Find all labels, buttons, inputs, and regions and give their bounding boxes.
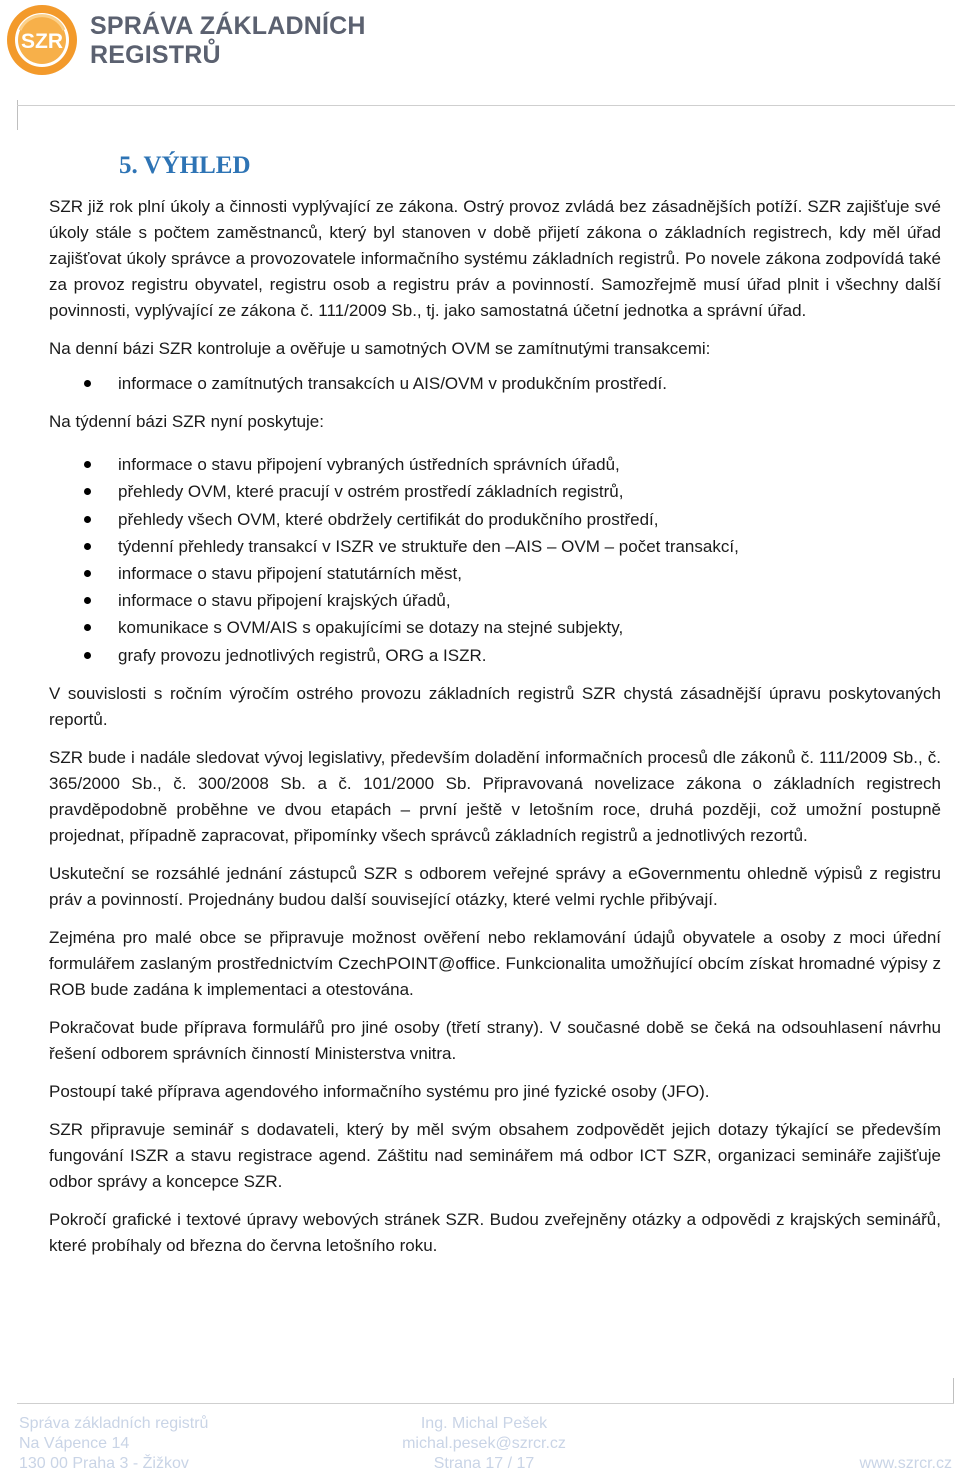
list-item: informace o zamítnutých transakcích u AIS/OVM v produkčním prostředí. xyxy=(49,370,941,397)
list-item: komunikace s OVM/AIS s opakujícími se dotazy na stejné subjekty, xyxy=(49,614,941,641)
paragraph-reports: V souvislosti s ročním výročím ostrého provozu základních registrů SZR chystá zásadnější úpravu poskytovaných reportů. xyxy=(49,683,941,729)
list-item: informace o stavu připojení statutárních měst, xyxy=(49,560,941,587)
footer-web-link[interactable]: www.szrcr.cz xyxy=(859,1455,952,1472)
paragraph-intro: SZR již rok plní úkoly a činnosti vyplývající ze zákona. Ostrý provoz zvládá bez zásadnějších potíží. SZR zajišťuje své úkoly stále s počtem zaměstnanců, který byl stanoven v době přijetí zákona o základních registrech, kdy měl úřad zajišťovat úkoly správce a provozovatele informačního systému základních registrů. Po novele zákona zodpovídá také za provoz registru obyvatel, registru osob a registru práv a povinností. Samozřejmě musí úřad plnit i všechny další povinnosti, vyplývající ze zákona č. 111/2009 Sb., tj. jako samostatná účetní jednotka a správní úřad. xyxy=(49,197,941,320)
org-name xyxy=(90,12,366,70)
list-item: týdenní přehledy transakcí v ISZR ve struktuře den –AIS – OVM – počet transakcí, xyxy=(49,533,941,560)
footer-page-number: Strana 17 / 17 xyxy=(433,1455,535,1472)
header-divider xyxy=(17,105,955,106)
paragraph-weekly: Na týdenní bázi SZR nyní poskytuje: xyxy=(49,412,324,432)
paragraph-small-municipalities: Zejména pro malé obce se připravuje možnost ověření nebo reklamování údajů obyvatele a osoby z moci úřední formulářem zaslaným prostřednictvím CzechPOINT@office. Funkcionalita umožňující obcím získat hromadné výpisy z ROB bude zadána k implementaci a otestována. xyxy=(49,927,941,999)
list-item: informace o stavu připojení vybraných ústředních správních úřadů, xyxy=(49,451,941,478)
footer-org: Správa základních registrů xyxy=(19,1415,209,1432)
bullet-icon xyxy=(84,624,91,631)
szr-logo-icon xyxy=(6,4,78,76)
footer-street: Na Vápence 14 xyxy=(19,1435,130,1452)
list-item: informace o stavu připojení krajských úřadů, xyxy=(49,587,941,614)
daily-list xyxy=(49,370,941,397)
bullet-icon xyxy=(84,597,91,604)
footer-contact xyxy=(399,1414,569,1474)
paragraph-daily: Na denní bázi SZR kontroluje a ověřuje u samotných OVM se zamítnutými transakcemi: xyxy=(49,339,711,358)
footer-city: 130 00 Praha 3 - Žižkov xyxy=(19,1455,189,1472)
paragraph-website: Pokročí grafické i textové úpravy webových stránek SZR. Budou zveřejněny otázky a odpovědi z krajských seminářů, které probíhaly od března do června letošního roku. xyxy=(49,1209,941,1255)
document-body xyxy=(49,148,941,1271)
bullet-icon xyxy=(84,461,91,468)
bullet-icon xyxy=(84,380,91,387)
paragraph-seminar: SZR připravuje seminář s dodavateli, který by měl svým obsahem zodpovědět jejich dotazy týkající se především fungování ISZR a stavu registrace agend. Záštitu nad seminářem má odbor ICT SZR, organizaci semináře zajišťuje odbor správy a koncepce SZR. xyxy=(49,1119,941,1191)
org-name-line2: REGISTRŮ xyxy=(90,41,221,69)
footer-address xyxy=(19,1414,208,1474)
org-name-line1: SPRÁVA ZÁKLADNÍCH xyxy=(90,12,366,40)
bullet-icon xyxy=(84,516,91,523)
footer-divider xyxy=(17,1403,954,1404)
logo-badge-text: SZR xyxy=(21,30,63,53)
list-item: přehledy OVM, které pracují v ostrém prostředí základních registrů, xyxy=(49,478,941,505)
paragraph-legislation: SZR bude i nadále sledovat vývoj legislativy, především doladění informačních procesů dle zákonů č. 111/2009 Sb., č. 365/2000 Sb., č. 300/2008 Sb. a č. 101/2000 Sb. Připravovaná novelizace zákona o základních registrech pravděpodobně proběhne ve dvou etapách – první ještě v letošním roce, druhá později, což umožní postupně projednat, případně zapracovat, připomínky všech správců základních registrů a jednotlivých rezortů. xyxy=(49,747,941,845)
weekly-list xyxy=(49,451,941,669)
footer-email-link[interactable]: michal.pesek@szrcr.cz xyxy=(402,1435,566,1452)
footer-person: Ing. Michal Pešek xyxy=(420,1415,548,1432)
paragraph-negotiation: Uskuteční se rozsáhlé jednání zástupců SZR s odborem veřejné správy a eGovernmentu ohledně výpisů z registru práv a povinností. Projednány budou další související otázky, které velmi rychle přibývají. xyxy=(49,863,941,909)
bullet-icon xyxy=(84,488,91,495)
section-title: 5. VÝHLED xyxy=(119,152,251,179)
paragraph-jfo: Postoupí také příprava agendového informačního systému pro jiné fyzické osoby (JFO). xyxy=(49,1081,710,1101)
bullet-icon xyxy=(84,543,91,550)
bullet-icon xyxy=(84,652,91,659)
paragraph-forms: Pokračovat bude příprava formulářů pro jiné osoby (třetí strany). V současné době se čeká na odsouhlasení návrhu řešení odborem správních činností Ministerstva vnitra. xyxy=(49,1017,941,1063)
list-item: grafy provozu jednotlivých registrů, ORG a ISZR. xyxy=(49,642,941,669)
footer-divider-vertical xyxy=(953,1378,954,1404)
logo xyxy=(6,4,426,76)
bullet-icon xyxy=(84,570,91,577)
list-item: přehledy všech OVM, které obdržely certifikát do produkčního prostředí, xyxy=(49,506,941,533)
